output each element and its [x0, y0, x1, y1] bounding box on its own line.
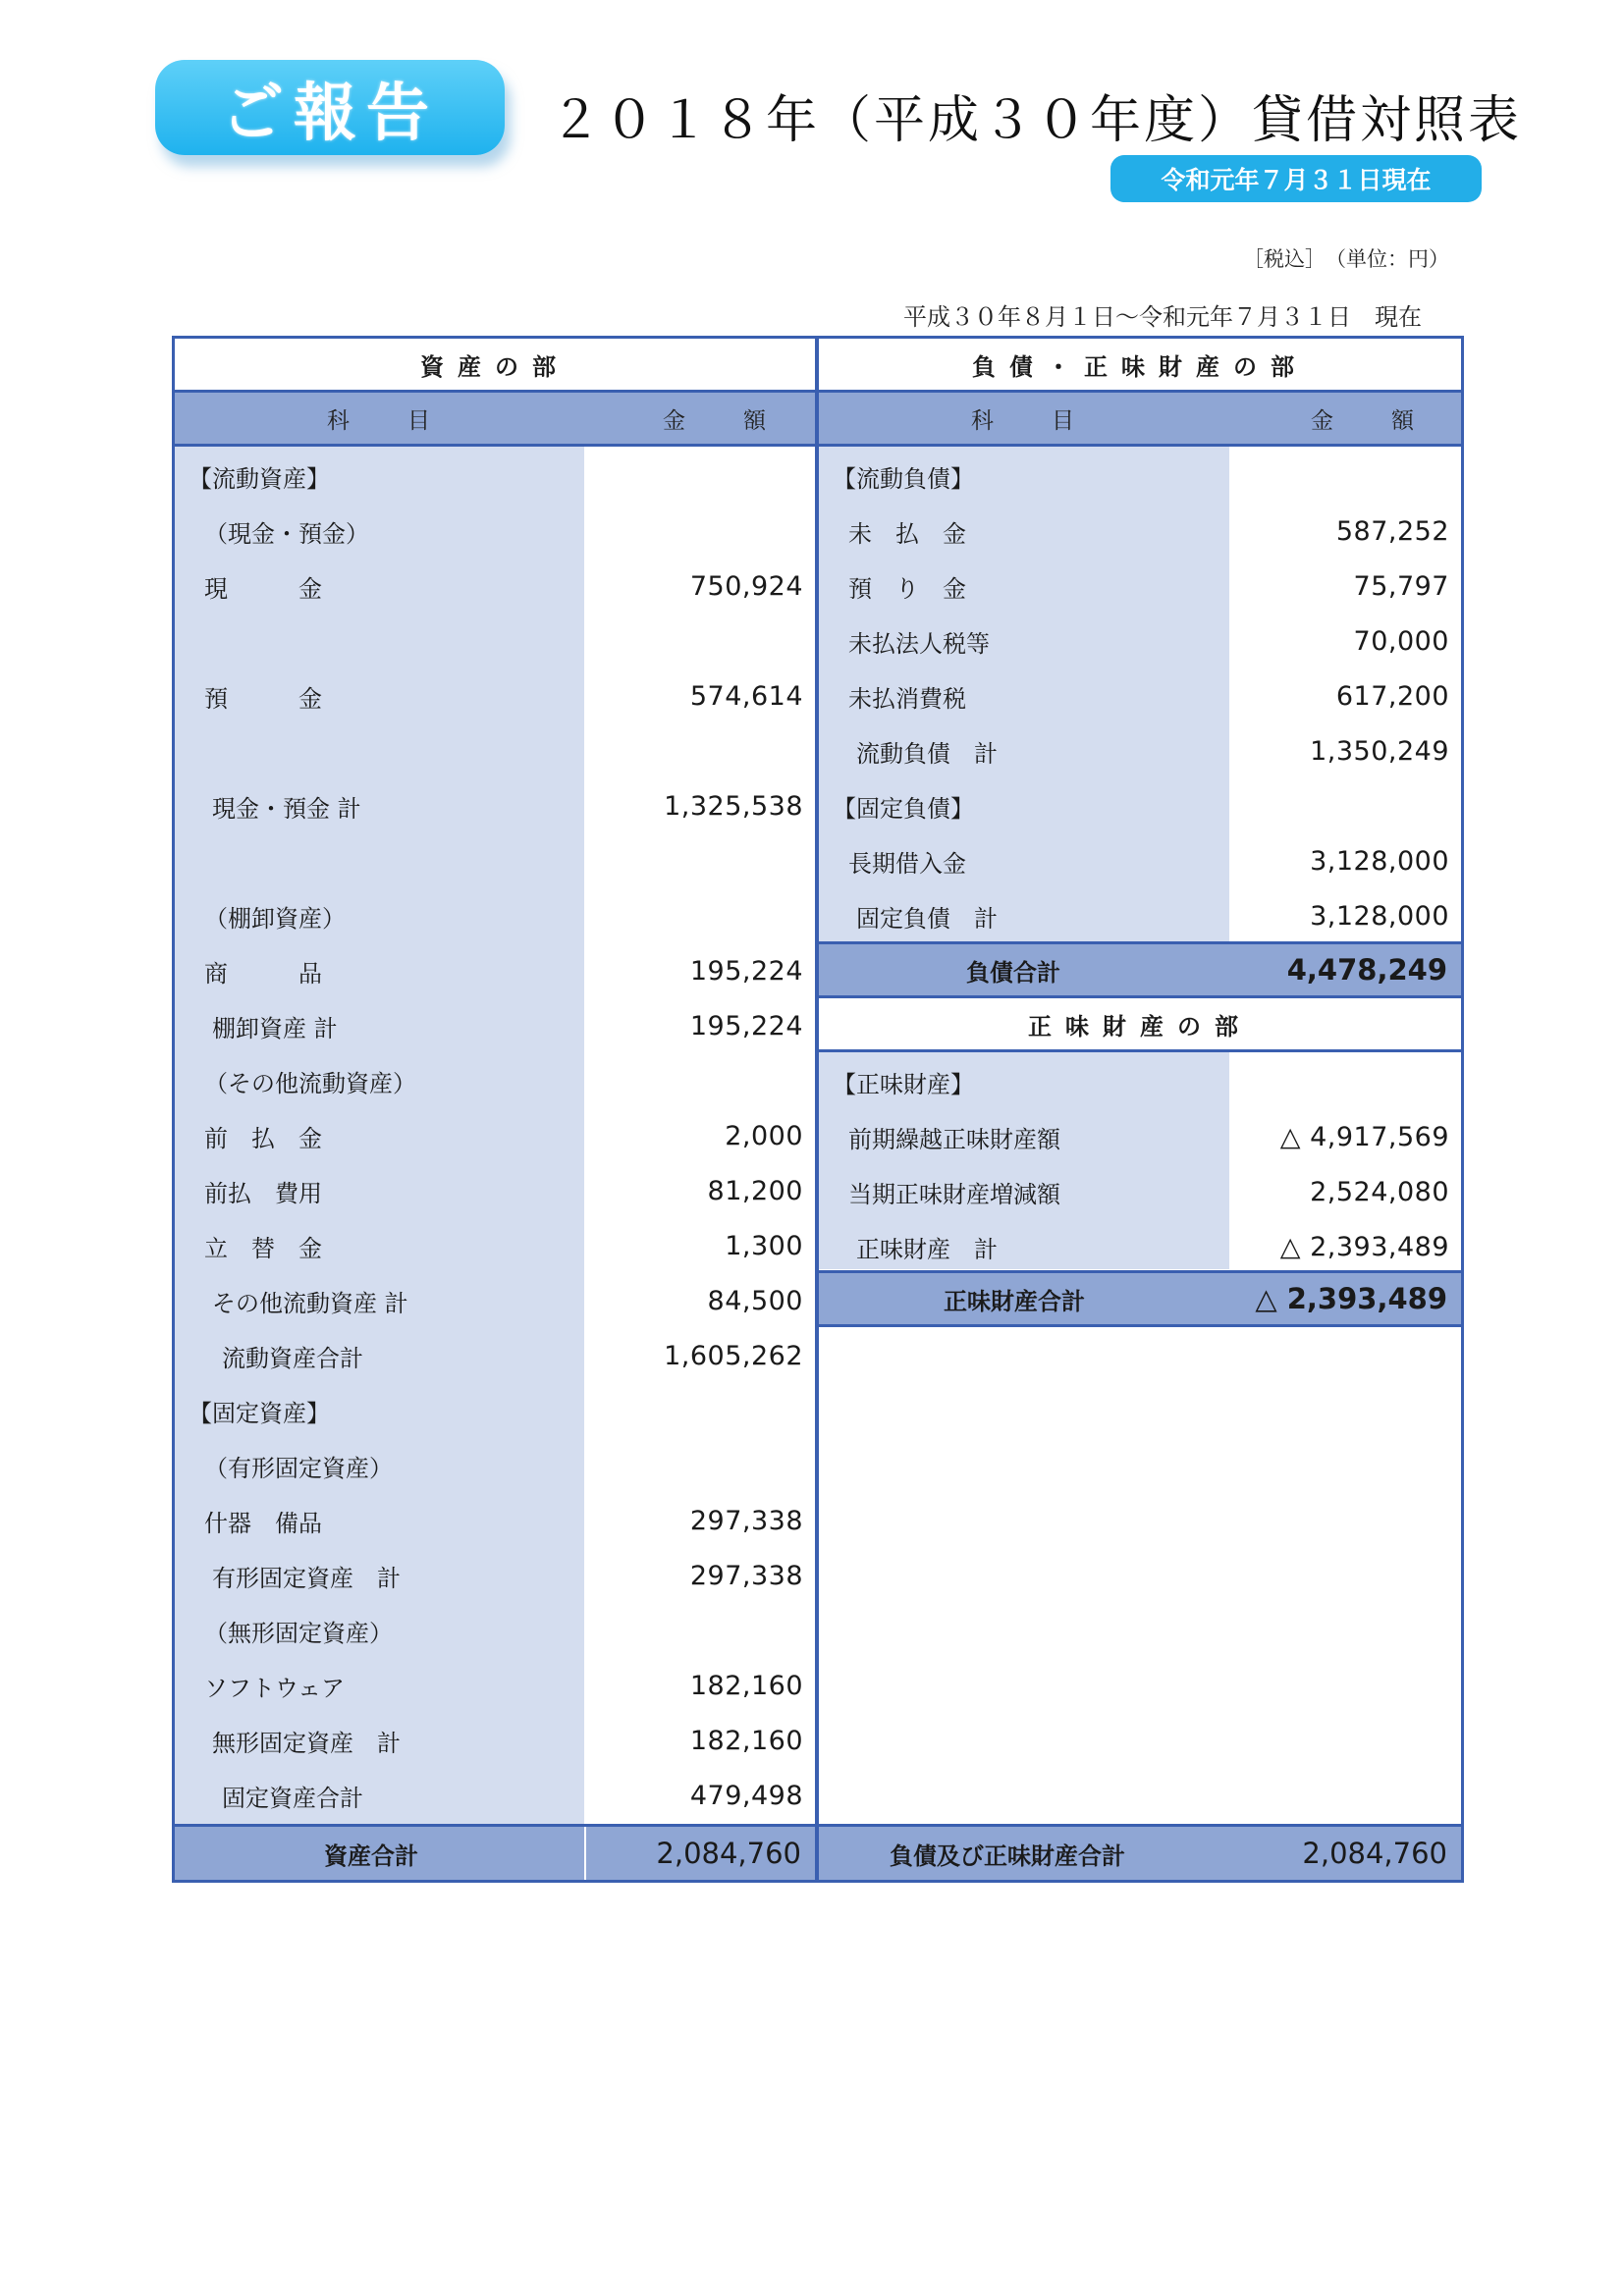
assets-rows-map-row [175, 559, 815, 614]
assets-rows-map-item-amount: 1,605,262 [664, 1340, 803, 1371]
assets-rows-map-row [175, 1438, 815, 1493]
liab-rows-map-item-name: 【流動負債】 [833, 464, 974, 493]
assets-rows-map-row [175, 668, 815, 723]
assets-rows-map-row [175, 1603, 815, 1658]
assets-rows-map-item-amount: 2,000 [725, 1120, 803, 1151]
assets-rows-map-item-name: ソフトウェア [204, 1674, 346, 1702]
assets-rows-map-item-name: （その他流動資産） [204, 1069, 416, 1097]
assets-col-item: 科 目 [327, 407, 448, 434]
liab-rows-map-item-amount: 75,797 [1353, 570, 1449, 602]
assets-rows-map-row [175, 998, 815, 1053]
assets-rows-map-row [175, 1053, 815, 1108]
assets-rows-map-item-amount: 182,160 [689, 1670, 803, 1701]
net-rows-map-item-name: 正味財産 計 [856, 1235, 998, 1263]
net-assets-section-title: 正味財産の部 [819, 998, 1461, 1052]
assets-rows-map-item-amount: 1,300 [725, 1230, 803, 1261]
net-rows-map-row [819, 1219, 1461, 1274]
assets-table [172, 336, 818, 1883]
assets-rows-map-row [175, 1658, 815, 1713]
liabilities-net-total-row [819, 1824, 1461, 1880]
liab-rows-map-item-amount: 1,350,249 [1310, 735, 1449, 767]
assets-rows-map-item-name: 現 金 [204, 574, 322, 603]
page-title: ２０１８年（平成３０年度）貸借対照表 [550, 91, 1523, 150]
assets-rows-map-item-name: 前払 費用 [204, 1179, 322, 1207]
assets-rows-map-row [175, 614, 815, 668]
period-note: 平成３０年８月１日～令和元年７月３１日 現在 [903, 303, 1422, 331]
assets-rows-map-row [175, 1493, 815, 1548]
liabilities-section-title: 負債・正味財産の部 [819, 339, 1461, 393]
liab-rows-map-item-amount: 3,128,000 [1310, 845, 1449, 877]
assets-total-label: 資産合計 [324, 1842, 418, 1870]
assets-rows-map-item-amount: 84,500 [707, 1285, 803, 1316]
assets-col-amount: 金 額 [663, 407, 784, 434]
assets-rows-map-row [175, 723, 815, 778]
assets-rows-map-item-name: 立 替 金 [204, 1234, 322, 1262]
liabilities-net-total-label: 負債及び正味財産合計 [890, 1842, 1125, 1870]
assets-rows-map-item-name: 商 品 [204, 959, 322, 988]
net-assets-total-label: 正味財産合計 [944, 1287, 1085, 1315]
liab-rows-map-row [819, 449, 1461, 504]
assets-total-row [175, 1824, 815, 1880]
liabilities-table [816, 336, 1464, 1883]
liabilities-subtotal-row [819, 941, 1461, 998]
assets-rows-map-row [175, 1548, 815, 1603]
assets-rows-map-row [175, 1713, 815, 1768]
assets-rows-map-item-amount: 195,224 [689, 955, 803, 987]
liab-rows-map-row [819, 888, 1461, 943]
badge-label: ご報告 [221, 77, 439, 150]
assets-rows-map-row [175, 778, 815, 833]
liabilities-subtotal-label: 負債合計 [966, 958, 1060, 987]
liabilities-col-item: 科 目 [971, 407, 1092, 434]
assets-rows-map-row [175, 833, 815, 888]
liab-rows-map-row [819, 504, 1461, 559]
liab-rows-map-item-amount: 3,128,000 [1310, 900, 1449, 932]
assets-rows-map-row [175, 1218, 815, 1273]
liab-rows-map-item-name: 預 り 金 [848, 574, 966, 603]
assets-rows-map-item-name: 固定資産合計 [222, 1784, 363, 1812]
assets-rows-map-item-name: 流動資産合計 [222, 1344, 363, 1372]
liab-rows-map-row [819, 833, 1461, 888]
assets-rows-map-item-amount: 182,160 [689, 1725, 803, 1756]
liab-rows-map-item-amount: 617,200 [1335, 680, 1449, 712]
assets-rows-map-item-amount: 195,224 [689, 1010, 803, 1041]
liab-rows-map-item-amount: 70,000 [1353, 625, 1449, 657]
net-rows-map-row [819, 1109, 1461, 1164]
liab-rows-map-item-name: 【固定負債】 [833, 794, 974, 823]
assets-rows-map-item-name: 【流動資産】 [189, 464, 330, 493]
net-rows-map-row [819, 1164, 1461, 1219]
assets-rows-map-row [175, 1768, 815, 1823]
liabilities-column-header [819, 393, 1461, 447]
assets-rows-map-item-name: 什器 備品 [204, 1509, 322, 1537]
assets-rows-map-item-name: 前 払 金 [204, 1124, 322, 1152]
assets-rows-map-item-name: 【固定資産】 [189, 1399, 330, 1427]
liab-rows-map-item-name: 未払法人税等 [848, 629, 990, 658]
assets-rows-map-row [175, 943, 815, 998]
assets-rows-map-item-name: 棚卸資産 計 [212, 1014, 338, 1042]
assets-rows-map-row [175, 1383, 815, 1438]
assets-rows-map-row [175, 1163, 815, 1218]
assets-rows-map-item-amount: 297,338 [689, 1560, 803, 1591]
net-rows-map-item-name: 【正味財産】 [833, 1070, 974, 1098]
assets-rows-map-item-name: （現金・預金） [204, 519, 369, 548]
assets-rows-map-item-name: （棚卸資産） [204, 904, 346, 933]
liab-rows-map-item-name: 流動負債 計 [856, 739, 998, 768]
net-assets-total-row [819, 1270, 1461, 1327]
assets-rows-map-item-amount: 574,614 [689, 680, 803, 712]
assets-rows-map-item-amount: 750,924 [689, 570, 803, 602]
assets-rows-map-row [175, 1108, 815, 1163]
assets-rows-map-item-name: 現金・預金 計 [212, 794, 361, 823]
liab-rows-map-item-name: 未払消費税 [848, 684, 966, 713]
net-assets-total-amount: △ 2,393,489 [1255, 1282, 1447, 1315]
assets-rows-map-item-name: 預 金 [204, 684, 322, 713]
liabilities-net-total-amount: 2,084,760 [1302, 1837, 1447, 1870]
assets-rows-map-item-amount: 297,338 [689, 1505, 803, 1536]
net-rows-map-item-name: 前期繰越正味財産額 [848, 1125, 1060, 1153]
net-rows-map-item-amount: 2,524,080 [1310, 1176, 1449, 1207]
report-badge [155, 60, 505, 155]
assets-rows-map-item-name: その他流動資産 計 [212, 1289, 408, 1317]
net-rows-map-item-amount: △ 4,917,569 [1279, 1121, 1449, 1152]
assets-total-divider [584, 1827, 586, 1880]
liab-rows-map-row [819, 614, 1461, 668]
liab-rows-map-item-name: 長期借入金 [848, 849, 966, 878]
assets-rows-map-item-name: （有形固定資産） [204, 1454, 393, 1482]
assets-rows-map-row [175, 449, 815, 504]
assets-section-title: 資産の部 [175, 339, 815, 393]
as-of-date-badge: 令和元年７月３１日現在 [1110, 155, 1482, 202]
liab-rows-map-item-amount: 587,252 [1335, 515, 1449, 547]
liab-rows-map-row [819, 559, 1461, 614]
liab-rows-map-row [819, 668, 1461, 723]
liab-rows-map-item-name: 未 払 金 [848, 519, 966, 548]
assets-rows-map-row [175, 504, 815, 559]
net-rows-map-item-amount: △ 2,393,489 [1279, 1231, 1449, 1262]
liabilities-subtotal-amount: 4,478,249 [1286, 953, 1447, 987]
liab-rows-map-row [819, 723, 1461, 778]
assets-rows-map-item-name: （無形固定資産） [204, 1619, 393, 1647]
assets-rows-map-item-amount: 81,200 [707, 1175, 803, 1206]
net-rows-map-row [819, 1054, 1461, 1109]
assets-column-header [175, 393, 815, 447]
assets-rows-map-item-amount: 1,325,538 [664, 790, 803, 822]
net-rows-map-item-name: 当期正味財産増減額 [848, 1180, 1060, 1208]
assets-rows-map-row [175, 1273, 815, 1328]
liab-rows-map-item-name: 固定負債 計 [856, 904, 998, 933]
liabilities-col-amount: 金 額 [1311, 407, 1432, 434]
liab-rows-map-row [819, 778, 1461, 833]
assets-total-amount: 2,084,760 [656, 1837, 801, 1870]
assets-rows-map-row [175, 1328, 815, 1383]
assets-rows-map-item-name: 無形固定資産 計 [212, 1729, 401, 1757]
assets-rows-map-row [175, 888, 815, 943]
assets-rows-map-item-amount: 479,498 [689, 1780, 803, 1811]
assets-rows-map-item-name: 有形固定資産 計 [212, 1564, 401, 1592]
tax-unit-note: ［税込］ （単位：円） [1243, 247, 1449, 271]
